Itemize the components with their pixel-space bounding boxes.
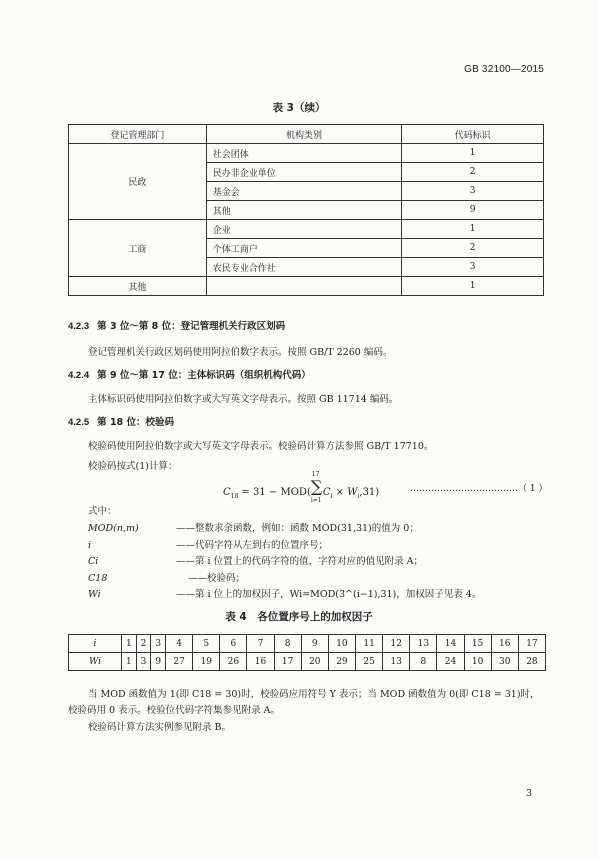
i-cell: 9	[301, 635, 328, 653]
formula-lhs-sub: 18	[230, 493, 239, 500]
definitions-intro: 式中：	[88, 506, 117, 517]
table-4	[68, 634, 546, 671]
w-cell: 20	[301, 653, 328, 671]
w-cell: 24	[437, 653, 464, 671]
table3-caption: 表 3（续）	[272, 102, 326, 114]
w-cell: 19	[193, 653, 220, 671]
w-cell: 13	[383, 653, 410, 671]
code-cell: 9	[402, 201, 544, 220]
category-cell: 民办非企业单位	[206, 163, 402, 182]
table-row	[69, 220, 544, 239]
code-cell: 2	[402, 239, 544, 258]
formula-number: ………………………………（ 1 ）	[410, 484, 548, 494]
code-cell: 3	[402, 258, 544, 277]
definition-desc: ——校验码；	[188, 573, 246, 584]
definition-term: Ci	[88, 556, 99, 567]
definition-item	[88, 586, 481, 600]
i-cell: 3	[151, 635, 166, 653]
definition-item	[88, 570, 245, 584]
definition-term: Wi	[88, 589, 101, 600]
column-header: 代码标识	[402, 125, 544, 144]
i-cell: 14	[437, 635, 464, 653]
w-cell: 9	[151, 653, 166, 671]
dept-cell: 其他	[69, 277, 207, 296]
i-cell: 8	[274, 635, 301, 653]
table-row	[69, 277, 544, 296]
category-cell: 其他	[206, 201, 402, 220]
formula-term-c-sub: i	[330, 493, 333, 500]
clause-4-2-4-heading	[68, 367, 311, 381]
closing-line-2: 校验码用 0 表示。校验位代码字符集参见附录 A。	[68, 705, 280, 716]
table-header-row	[69, 125, 544, 144]
i-cell: 2	[136, 635, 151, 653]
column-header: 登记管理部门	[69, 125, 207, 144]
w-cell: 27	[166, 653, 193, 671]
clause-4-2-5-text-2: 校验码按式(1)计算：	[88, 461, 178, 472]
definition-desc: ——第 i 位上的加权因子，Wi=MOD(3^(i−1),31)，加权因子见表 4。	[176, 589, 482, 600]
table-3	[68, 124, 544, 296]
table-row	[69, 144, 544, 163]
clause-4-2-5-text-1: 校验码使用阿拉伯数字或大写英文字母表示。校验码计算方法参照 GB/T 17710。	[88, 441, 434, 452]
row-label: Wi	[69, 653, 122, 671]
definition-item	[88, 553, 423, 567]
clause-title: 第 3 位～第 8 位：登记管理机关行政区划码	[97, 321, 286, 332]
closing-line-1: 当 MOD 函数值为 1(即 C18 = 30)时，校验码应用符号 Y 表示；当 MOD 函数值为 0(即 C18 = 31)时，	[88, 689, 540, 700]
definition-item	[88, 520, 419, 534]
definition-term: C18	[88, 573, 108, 584]
w-cell: 1	[122, 653, 137, 671]
w-cell: 25	[356, 653, 383, 671]
table-row-i	[69, 635, 546, 653]
w-cell: 8	[410, 653, 437, 671]
closing-line-3: 校验码计算方法实例参见附录 B。	[88, 722, 232, 733]
clause-title: 第 18 位：校验码	[97, 417, 174, 428]
clause-number: 4.2.5	[68, 417, 90, 428]
definition-term: MOD(n,m)	[88, 523, 139, 534]
i-cell: 7	[247, 635, 274, 653]
i-cell: 11	[356, 635, 383, 653]
table-row-w	[69, 653, 546, 671]
i-cell: 12	[383, 635, 410, 653]
category-cell: 社会团体	[206, 144, 402, 163]
clause-4-2-3-text: 登记管理机关行政区划码使用阿拉伯数字表示。按照 GB/T 2260 编码。	[88, 347, 393, 358]
definition-desc: ——代码字符从左到右的位置序号；	[176, 540, 329, 551]
clause-4-2-3-heading	[68, 318, 285, 332]
definition-desc: ——整数求余函数，例如：函数 MOD(31,31)的值为 0；	[176, 523, 419, 534]
code-cell: 1	[402, 277, 544, 296]
w-cell: 29	[328, 653, 355, 671]
dept-cell: 工商	[69, 220, 207, 277]
i-cell: 6	[220, 635, 247, 653]
code-cell: 3	[402, 182, 544, 201]
clause-4-2-4-text: 主体标识码使用阿拉伯数字或大写英文字母表示。按照 GB 11714 编码。	[88, 394, 399, 405]
column-header: 机构类别	[206, 125, 402, 144]
w-cell: 30	[491, 653, 518, 671]
category-cell: 个体工商户	[206, 239, 402, 258]
formula-eq: = 31 − MOD(	[238, 487, 311, 498]
dept-cell: 民政	[69, 144, 207, 220]
formula-lhs: C	[223, 487, 231, 498]
formula-1	[223, 471, 380, 504]
formula-term-w: W	[347, 487, 358, 498]
code-cell: 1	[402, 220, 544, 239]
i-cell: 16	[491, 635, 518, 653]
sigma-icon: ∑	[310, 477, 323, 496]
i-cell: 17	[518, 635, 545, 653]
formula-times: ×	[332, 487, 348, 498]
sum-upper-limit: 17	[311, 471, 320, 478]
definition-item	[88, 537, 328, 551]
code-cell: 1	[402, 144, 544, 163]
definition-desc: ——第 i 位置上的代码字符的值，字符对应的值见附录 A；	[176, 556, 423, 567]
w-cell: 10	[464, 653, 491, 671]
formula-term-c: C	[322, 487, 331, 498]
clause-number: 4.2.4	[68, 370, 90, 381]
i-cell: 13	[410, 635, 437, 653]
category-cell	[206, 277, 402, 296]
w-cell: 28	[518, 653, 545, 671]
table4-caption: 表 4 各位置序号上的加权因子	[225, 611, 373, 623]
w-cell: 17	[274, 653, 301, 671]
clause-number: 4.2.3	[68, 321, 90, 332]
w-cell: 26	[220, 653, 247, 671]
i-cell: 5	[193, 635, 220, 653]
clause-title: 第 9 位～第 17 位：主体标识码（组织机构代码）	[97, 370, 311, 381]
code-cell: 2	[402, 163, 544, 182]
w-cell: 16	[247, 653, 274, 671]
page-number: 3	[526, 788, 533, 799]
standard-code: GB 32100—2015	[464, 64, 544, 75]
i-cell: 10	[328, 635, 355, 653]
i-cell: 4	[166, 635, 193, 653]
row-label: i	[69, 635, 122, 653]
w-cell: 3	[136, 653, 151, 671]
sum-lower-limit: i=1	[310, 497, 322, 504]
definition-term: i	[88, 540, 92, 551]
formula-tail: ,31)	[359, 487, 380, 498]
category-cell: 企业	[206, 220, 402, 239]
formula-term-w-sub: i	[357, 493, 360, 500]
i-cell: 1	[122, 635, 137, 653]
category-cell: 基金会	[206, 182, 402, 201]
category-cell: 农民专业合作社	[206, 258, 402, 277]
summation-symbol	[310, 471, 323, 504]
clause-4-2-5-heading	[68, 414, 174, 428]
i-cell: 15	[464, 635, 491, 653]
